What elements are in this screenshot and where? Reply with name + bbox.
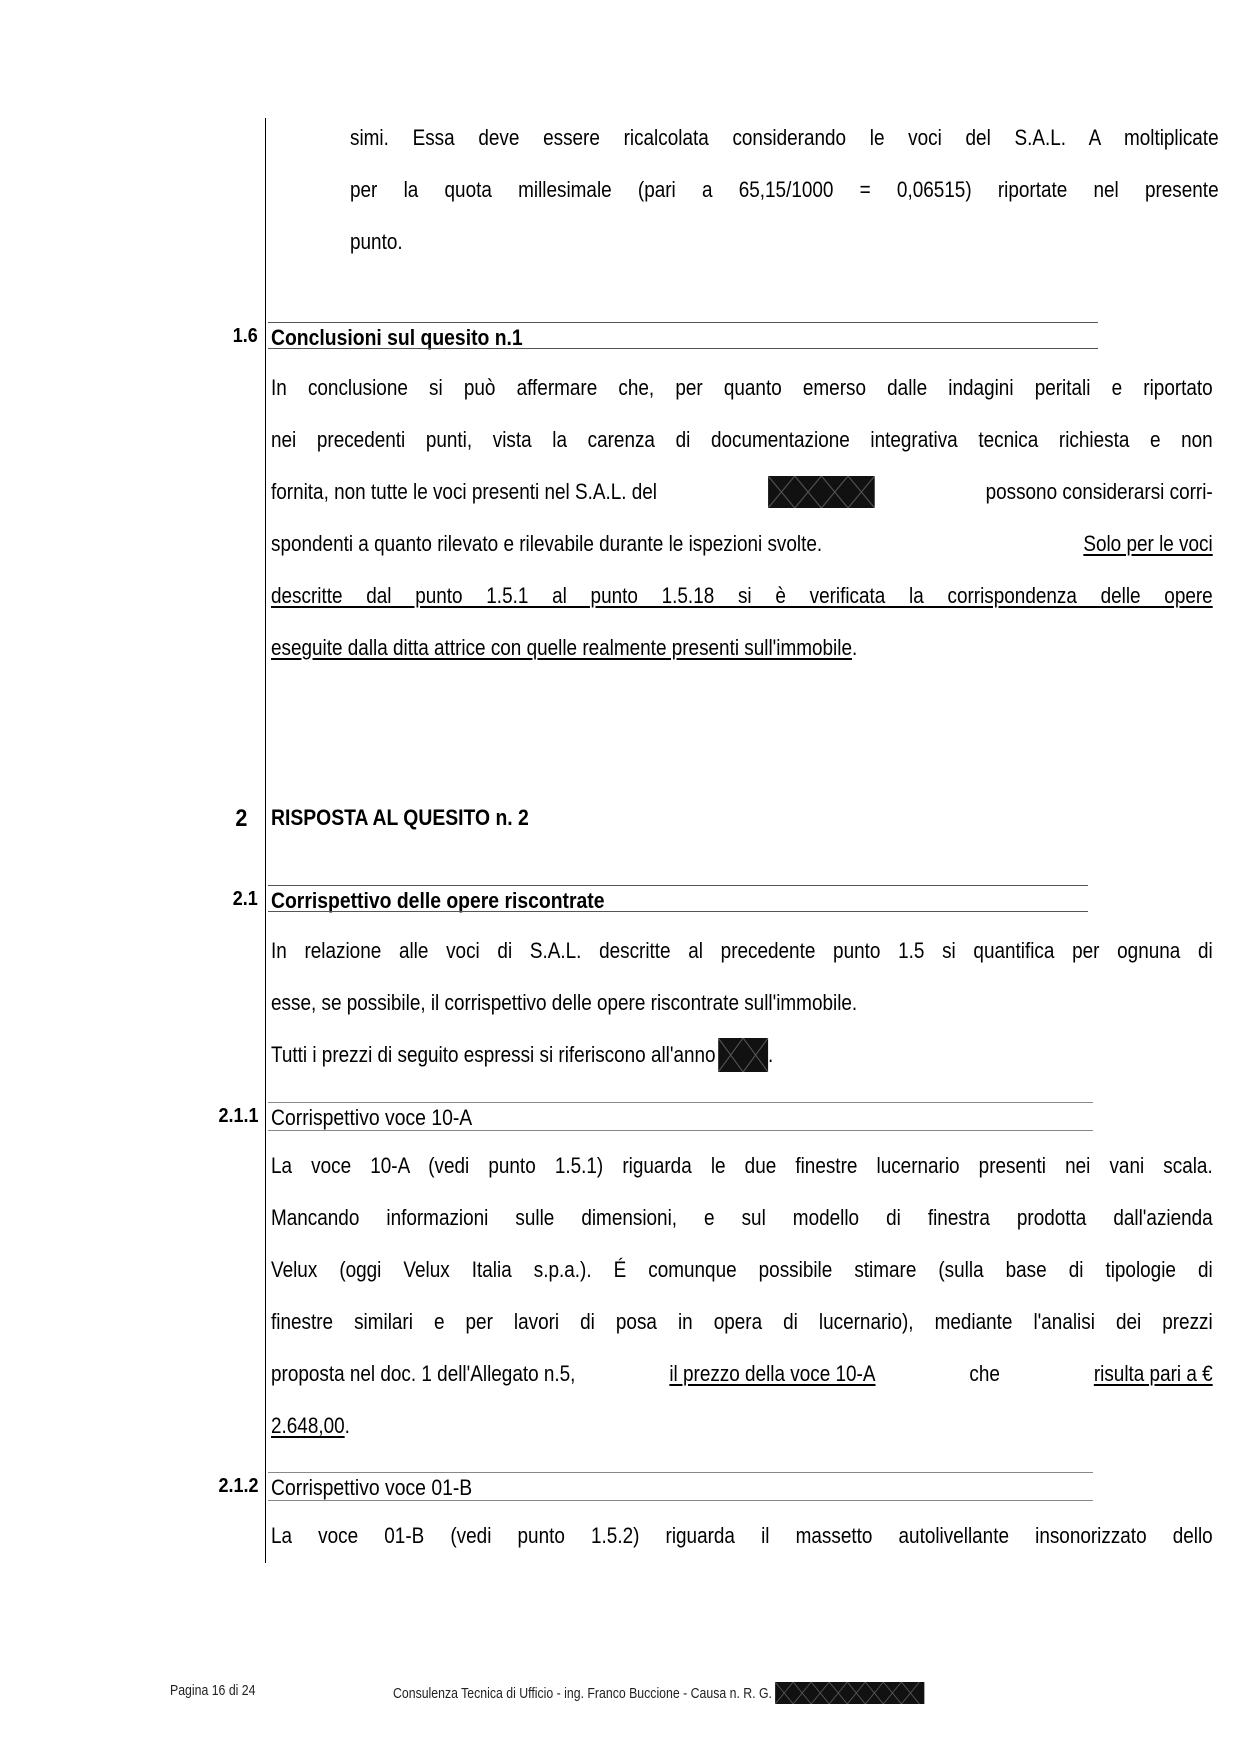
heading-rule-top <box>268 885 1088 886</box>
heading-rule-bottom <box>268 348 1098 349</box>
heading-rule-top <box>268 1472 1093 1473</box>
heading-rule-bottom <box>268 1130 1093 1131</box>
price-value: 2.648,00 <box>271 1413 345 1438</box>
section-title: Corrispettivo delle opere riscontrate <box>271 888 605 913</box>
intro-line-3: punto. <box>350 229 403 254</box>
subsection-number: 2.1.2 <box>217 1475 258 1497</box>
text-fragment: che <box>969 1361 1000 1386</box>
section-title: Conclusioni sul quesito n.1 <box>271 325 523 350</box>
heading-rule-bottom <box>268 1500 1093 1501</box>
chapter-number: 2 <box>234 805 247 832</box>
text-fragment: proposta nel doc. 1 dell'Allegato n.5, <box>271 1361 576 1386</box>
text-line <box>271 622 1213 674</box>
footer-center-text <box>393 1682 925 1704</box>
section-number: 2.1 <box>232 888 258 910</box>
text-line: nei precedenti punti, vista la carenza di documentazione integrativa tecnica richiesta e non <box>271 427 1213 452</box>
redaction-block <box>718 1038 768 1072</box>
margin-line <box>265 118 266 1563</box>
text-fragment: possono considerarsi corri- <box>985 479 1213 504</box>
text-fragment: . <box>851 635 858 660</box>
text-line <box>271 1029 1213 1081</box>
text-fragment: Tutti i prezzi di seguito espressi si riferiscono all'anno <box>271 1042 716 1067</box>
redaction-block <box>768 476 875 508</box>
text-line <box>271 1348 1213 1400</box>
text-line: esse, se possibile, il corrispettivo delle opere riscontrate sull'immobile. <box>271 990 858 1015</box>
text-line: Mancando informazioni sulle dimensioni, e sul modello di finestra prodotta dall'azienda <box>271 1205 1213 1230</box>
text-fragment: . <box>768 1042 774 1067</box>
intro-paragraph <box>350 112 1219 268</box>
intro-line-1: simi. Essa deve essere ricalcolata considerando le voci del S.A.L. A moltiplicate <box>350 125 1219 150</box>
text-fragment: . <box>344 1413 350 1438</box>
section-2-1-2-paragraph <box>271 1510 1213 1562</box>
redaction-block <box>775 1682 924 1704</box>
text-line: In relazione alle voci di S.A.L. descritte al precedente punto 1.5 si quantifica per ognuna di <box>271 938 1213 963</box>
section-2-1-1-paragraph <box>271 1140 1213 1452</box>
text-line: La voce 10-A (vedi punto 1.5.1) riguarda le due finestre lucernario presenti nei vani scala. <box>271 1153 1213 1178</box>
text-line: finestre similari e per lavori di posa in opera di lucernario), mediante l'analisi dei prezzi <box>271 1309 1213 1334</box>
underlined-text: Solo per le voci <box>1083 531 1213 556</box>
text-line <box>271 1400 1213 1452</box>
subsection-number: 2.1.1 <box>217 1105 258 1127</box>
section-2-1-paragraph <box>271 925 1213 1081</box>
text-fragment: spondenti a quanto rilevato e rilevabile durante le ispezioni svolte. <box>271 531 823 556</box>
conclusion-paragraph <box>271 362 1213 674</box>
text-line: Velux (oggi Velux Italia s.p.a.). É comunque possibile stimare (sulla base di tipologie di <box>271 1257 1213 1282</box>
text-line: La voce 01-B (vedi punto 1.5.2) riguarda il massetto autolivellante insonorizzato dello <box>271 1523 1213 1548</box>
heading-rule-top <box>268 322 1098 323</box>
heading-rule-top <box>268 1102 1093 1103</box>
heading-rule-bottom <box>268 911 1088 912</box>
text-line <box>271 466 1213 518</box>
text-fragment: fornita, non tutte le voci presenti nel S.A.L. del <box>271 479 657 504</box>
section-number: 1.6 <box>232 325 258 347</box>
chapter-title: RISPOSTA AL QUESITO n. 2 <box>271 805 529 830</box>
underlined-text: eseguite dalla ditta attrice con quelle realmente presenti sull'immobile <box>271 635 852 660</box>
underlined-text: risulta pari a € <box>1093 1361 1213 1386</box>
underlined-text: descritte dal punto 1.5.1 al punto 1.5.18 si è verificata la corrispondenza delle opere <box>271 583 1213 608</box>
subsection-title: Corrispettivo voce 10-A <box>271 1105 473 1130</box>
text-line: In conclusione si può affermare che, per quanto emerso dalle indagini peritali e riportato <box>271 375 1213 400</box>
footer-page-number: Pagina 16 di 24 <box>170 1682 256 1699</box>
footer-text: Consulenza Tecnica di Ufficio - ing. Franco Buccione - Causa n. R. G. <box>393 1684 772 1702</box>
subsection-title: Corrispettivo voce 01-B <box>271 1475 473 1500</box>
intro-line-2: per la quota millesimale (pari a 65,15/1000 = 0,06515) riportate nel presente <box>350 177 1219 202</box>
text-line <box>271 518 1213 570</box>
underlined-text: il prezzo della voce 10-A <box>669 1361 876 1386</box>
